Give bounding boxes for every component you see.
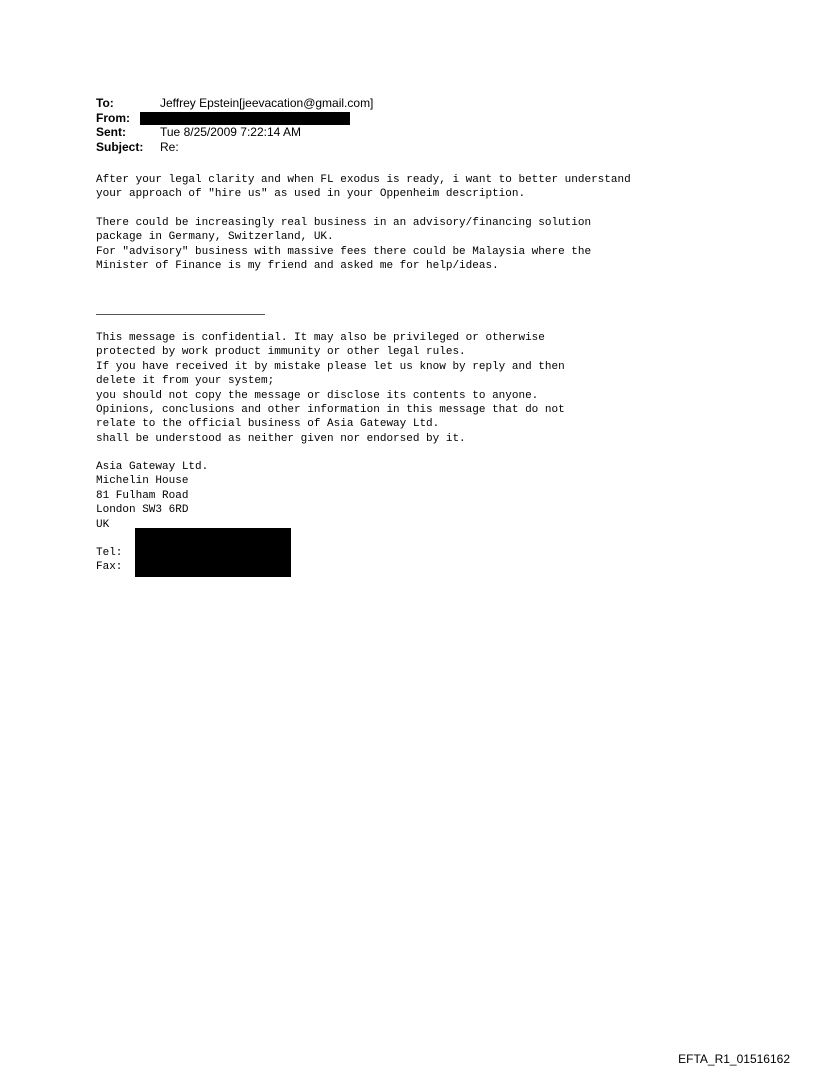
- subject-row: [96, 140, 373, 155]
- sent-value: Tue 8/25/2009 7:22:14 AM: [160, 125, 301, 139]
- body-paragraph-2: There could be increasingly real business in an advisory/financing solution package in Germany, Switzerland, UK. For "advisory" business with massive fees there could be Malaysia where the Minister of Finance is my friend and asked me for help/ideas.: [96, 217, 592, 273]
- company-address: Asia Gateway Ltd. Michelin House 81 Fulham Road London SW3 6RD UK: [96, 461, 209, 531]
- to-row: [96, 96, 373, 111]
- subject-value: Re:: [160, 139, 179, 154]
- sent-row: [96, 125, 373, 140]
- body-paragraph-1: After your legal clarity and when FL exodus is ready, i want to better understand your approach of "hire us" as used in your Oppenheim description.: [96, 174, 631, 201]
- contact-redaction: [135, 528, 291, 577]
- email-header: [96, 96, 373, 154]
- contact-block: [96, 546, 122, 575]
- fax-label: Fax:: [96, 561, 123, 574]
- subject-label: Subject:: [96, 139, 144, 154]
- document-id: EFTA_R1_01516162: [678, 1052, 790, 1066]
- from-redaction: [140, 112, 350, 125]
- to-label: To:: [96, 96, 114, 110]
- from-label: From:: [96, 110, 130, 125]
- sent-label: Sent:: [96, 125, 126, 139]
- signature-divider: [96, 314, 265, 315]
- to-value: Jeffrey Epstein[jeevacation@gmail.com]: [160, 96, 374, 110]
- from-row: [96, 111, 373, 126]
- confidentiality-disclaimer: This message is confidential. It may also be privileged or otherwise protected by work product immunity or other legal rules. If you have received it by mistake please let us know by reply and then delete it from your system; you should not copy the message or disclose its contents to anyone. Opinions, conclusions and other information in this message that do not relate to the official business of Asia Gateway Ltd. shall be understood as neither given nor endorsed by it.: [96, 332, 565, 445]
- tel-label: Tel:: [96, 547, 123, 559]
